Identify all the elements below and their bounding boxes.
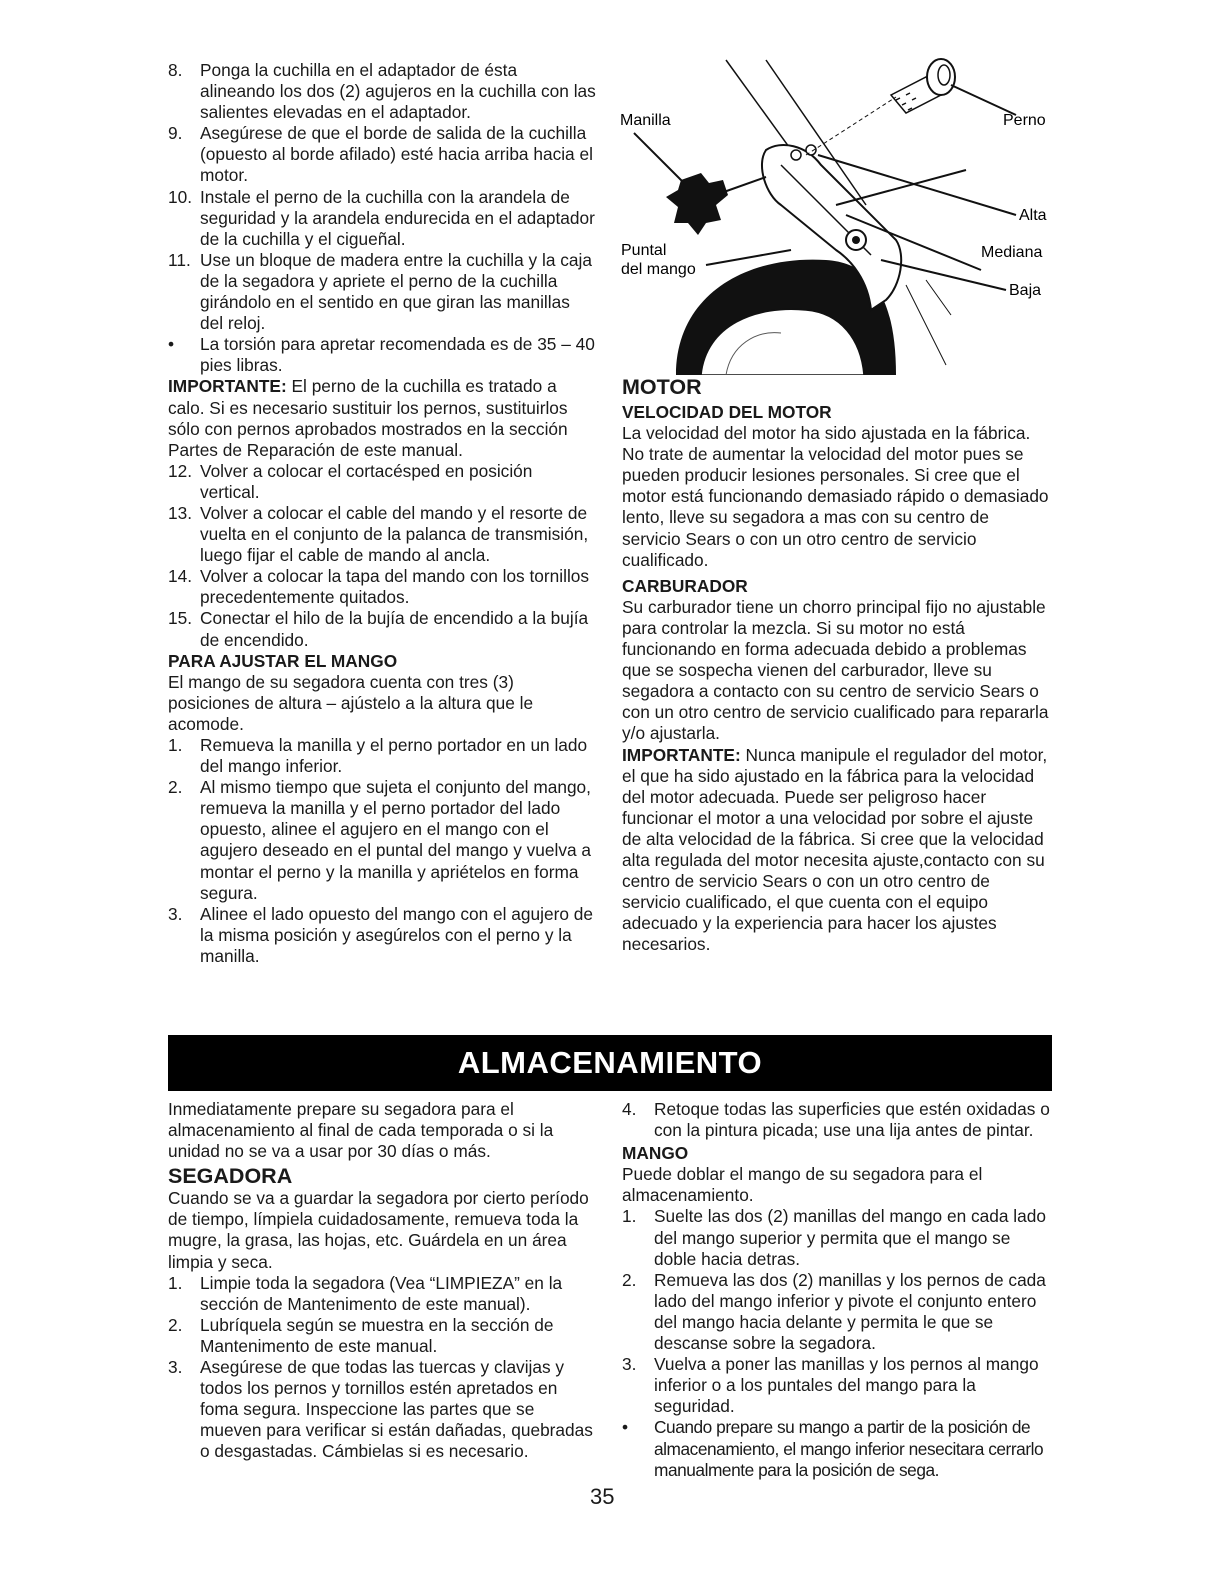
list-number: 11. (168, 249, 191, 270)
importante-text-right: Nunca manipule el regulador del motor, el que ha sido ajustado en la fábrica para la velocidad del motor adecuada. Puede ser peligroso hacer funcionar el motor a una velocidad por sobre el ajuste de alta velocidad de la fábrica. Si cree que la velocidad alta regulada del motor necesita ajuste,contacto con su centro de servicio Sears o con un otro centro de servicio cualificado, el que cuenta con el equipo adecuado y la experiencia para hacer los ajustes necesarios. (622, 744, 1048, 955)
list-item (168, 187, 596, 250)
label-alta: Alta (1019, 207, 1047, 224)
importante-text: El perno de la cuchilla es tratado a calo. Si es necesario sustituir los pernos, sustituirlos sólo con pernos aprobados mostrados en la sección Partes de Reparación de este manual. (168, 376, 568, 460)
list-text: La torsión para apretar recomendada es de 35 – 40 pies libras. (200, 334, 595, 376)
list-number: 14. (168, 566, 193, 587)
label-del-mango: del mango (621, 261, 696, 278)
list-number: 1. (168, 735, 183, 755)
mango-storage-steps (622, 1206, 1052, 1417)
label-mediana: Mediana (981, 244, 1043, 261)
list-text: Use un bloque de madera entre la cuchilla y la caja de la segadora y apriete el perno de la cuchilla girándolo en el sentido en que giran las manillas del reloj. (200, 249, 592, 334)
segadora-heading: SEGADORA (168, 1164, 293, 1189)
list-item (622, 1270, 1052, 1354)
retoque-step (622, 1099, 1052, 1141)
label-baja: Baja (1009, 282, 1042, 299)
segadora-steps (168, 1273, 598, 1463)
storage-left-column (168, 1099, 598, 1463)
mango-storage-text: Puede doblar el mango de su segadora para el almacenamiento. (622, 1164, 983, 1206)
label-manilla: Manilla (620, 112, 671, 129)
list-number: 13. (168, 502, 193, 523)
label-puntal: Puntal (621, 242, 667, 259)
list-item (168, 904, 596, 967)
list-text: Ponga la cuchilla en el adaptador de ésta alineando los dos (2) agujeros en la cuchilla con las salientes elevadas en el adaptador. (200, 60, 596, 123)
list-text: Limpie toda la segadora (Vea “LIMPIEZA” en la sección de Mantenimento de este manual). (200, 1272, 563, 1314)
list-text: Remueva las dos (2) manillas y los pernos de cada lado del mango inferior y pivote el conjunto entero del mango hacia delante y permita le que se descanse sobre la segadora. (654, 1269, 1046, 1354)
list-item (168, 735, 596, 777)
label-perno: Perno (1003, 112, 1046, 129)
list-item (168, 777, 596, 904)
list-text: Conectar el hilo de la bujía de encendido a la bujía de encendido. (200, 608, 589, 650)
list-item (622, 1206, 1052, 1269)
list-text: Vuelva a poner las manillas y los pernos al mango inferior o a los puntales del mango para la seguridad. (654, 1354, 1039, 1417)
carburador-text: Su carburador tiene un chorro principal fijo no ajustable para controlar la mezcla. Si su motor no está funcionando en forma adecuada debido a problemas que se sospecha vienen del carburador, lleve su segadora a contacto con su centro de servicio Sears o con un otro centro de servicio cualificado para repararla y/o ajustarla. (622, 596, 1049, 744)
velocidad-heading: VELOCIDAD DEL MOTOR (622, 402, 832, 422)
reassembly-steps (168, 461, 596, 651)
mango-storage-heading: MANGO (622, 1143, 689, 1164)
velocidad-text: La velocidad del motor ha sido ajustada en la fábrica. No trate de aumentar la velocidad del motor pues se pueden producir lesiones personales. Si cree que el motor está funcionando demasiado rápido o demasiado lento, lleve su segadora a mas con su centro de servicio Sears o con un otro centro de servicio cualificado. (622, 423, 1049, 570)
list-item (168, 1315, 598, 1357)
list-text: Suelte las dos (2) manillas del mango en cada lado del mango superior y permita que el mango se doble hacia detras. (654, 1206, 1046, 1269)
list-number: 15. (168, 608, 193, 629)
list-text: Retoque todas las superficies que estén oxidadas o con la pintura picada; use una lija antes de pintar. (654, 1099, 1050, 1141)
storage-intro: Inmediatamente prepare su segadora para el almacenamiento al final de cada temporada o si la unidad no se va a usar por 30 días o más. (168, 1099, 554, 1162)
mango-intro: El mango de su segadora cuenta con tres (3) posiciones de altura – ajústelo a la altura que le acomode. (168, 671, 534, 734)
list-text: Asegúrese de que todas las tuercas y clavijas y todos los pernos y tornillos estén apretados en foma segura. Inspeccione las partes que se mueven para verificar si están dañadas, quebradas o desgastadas. Cámbielas si es necesario. (200, 1357, 593, 1462)
list-item (168, 608, 596, 650)
list-number: • (168, 334, 175, 355)
list-number: 9. (168, 123, 183, 144)
almacenamiento-banner: ALMACENAMIENTO (168, 1035, 1052, 1091)
bolt-shape (891, 59, 955, 113)
segadora-text: Cuando se va a guardar la segadora por cierto período de tiempo, límpiela cuidadosamente, remueva toda la mugre, la grasa, las hojas, etc. Guárdela en un área limpia y seca. (168, 1188, 589, 1272)
list-item (168, 461, 596, 503)
knob-shape (666, 173, 766, 235)
right-column (622, 375, 1052, 955)
list-number: 4. (622, 1099, 637, 1119)
list-item (168, 250, 596, 334)
mango-storage-bullet (622, 1417, 1052, 1480)
importante-label: IMPORTANTE: (168, 376, 287, 397)
list-number: • (622, 1417, 628, 1438)
list-item (168, 334, 596, 376)
list-item (168, 566, 596, 608)
list-text: Volver a colocar el cable del mando y el resorte de vuelta en el conjunto de la palanca de transmisión, luego fijar el cable de mando al ancla. (200, 502, 589, 566)
list-text: Lubríquela según se muestra en la sección de Mantenimento de este manual. (200, 1314, 554, 1356)
list-text: Al mismo tiempo que sujeta el conjunto del mango, remueva la manilla y el perno portador del lado opuesto, alinee el agujero en el mango con el agujero deseado en el puntal del mango y vuelva a montar el perno y la manilla y apriételos en forma segura. (200, 777, 592, 903)
list-text: Alinee el lado opuesto del mango con el agujero de la misma posición y asegúrelos con el perno y la manilla. (200, 903, 593, 966)
page-number: 35 (590, 1484, 615, 1509)
importante-note-right (622, 745, 1052, 956)
list-number: 2. (168, 1314, 183, 1335)
list-number: 3. (622, 1354, 637, 1375)
list-text: Volver a colocar la tapa del mando con los tornillos precedentemente quitados. (200, 566, 590, 608)
list-number: 1. (622, 1206, 637, 1227)
list-item (168, 1357, 598, 1462)
list-text: Remueva la manilla y el perno portador en un lado del mango inferior. (200, 735, 588, 777)
list-item (168, 1273, 598, 1315)
list-number: 2. (168, 777, 183, 798)
list-item (168, 60, 596, 123)
list-number: 2. (622, 1269, 637, 1290)
list-number: 10. (168, 186, 193, 207)
list-number: 1. (168, 1272, 183, 1293)
list-text: Asegúrese de que el borde de salida de la cuchilla (opuesto al borde afilado) esté hacia arriba hacia el motor. (200, 123, 593, 186)
list-number: 8. (168, 60, 183, 80)
list-item (168, 123, 596, 186)
list-item (168, 503, 596, 566)
list-text: Instale el perno de la cuchilla con la arandela de seguridad y la arandela endurecida en el adaptador de la cuchilla y el cigueñal. (200, 186, 595, 249)
storage-right-column (622, 1099, 1052, 1481)
list-item (622, 1354, 1052, 1417)
carburador-heading: CARBURADOR (622, 575, 748, 596)
list-item (622, 1417, 1052, 1480)
list-number: 12. (168, 460, 193, 481)
list-text: Volver a colocar el cortacésped en posición vertical. (200, 460, 533, 502)
mango-steps (168, 735, 596, 967)
list-item (622, 1099, 1052, 1141)
blade-steps (168, 60, 596, 376)
handle-height-diagram (606, 55, 1056, 375)
importante-label-right: IMPORTANTE: (622, 744, 741, 765)
left-column (168, 60, 596, 967)
list-number: 3. (168, 903, 183, 924)
list-text: Cuando prepare su mango a partir de la posición de almacenamiento, el mango inferior nesecitara cerrarlo manualmente para la posición de sega. (654, 1417, 1044, 1480)
importante-note (168, 376, 596, 460)
mango-heading: PARA AJUSTAR EL MANGO (168, 650, 398, 671)
list-number: 3. (168, 1357, 183, 1378)
motor-heading: MOTOR (622, 375, 702, 399)
